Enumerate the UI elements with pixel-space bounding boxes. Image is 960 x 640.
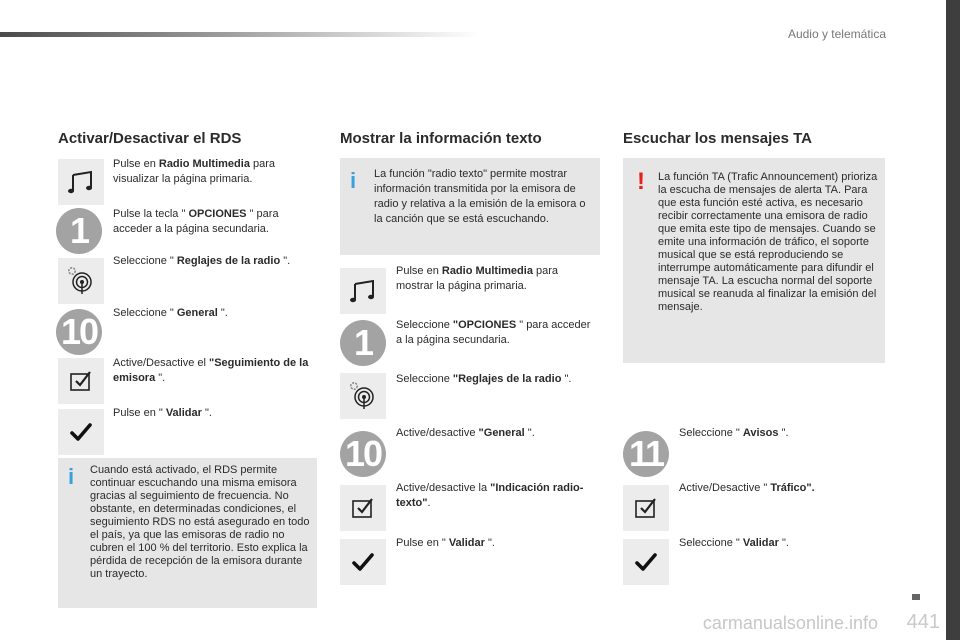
col2-title: Mostrar la información texto [340, 130, 542, 147]
radio-settings-icon [340, 373, 386, 419]
sidebar-strip [946, 0, 960, 640]
page-marker [912, 594, 920, 600]
col1-title: Activar/Desactivar el RDS [58, 130, 242, 147]
step-number-badge: 1 [340, 320, 386, 366]
warning-icon: ! [637, 168, 645, 195]
col3-warning-text: La función TA (Trafic Announcement) prioriza la escucha de mensajes de alerta TA. Para que esta función esté activa, es necesario recibir correctamente una emisora de radio que emita este tipo de mensajes. Cuando se emite una información de tráfico, el soporte musical que se está reproduciendo se interrumpe automáticamente para difundir el mensaje TA. La escucha normal del soporte musical se reanuda al finalizar la emisión del mensaje. [658, 171, 878, 313]
section-header: Audio y telemática [787, 27, 886, 41]
confirm-check-icon [623, 539, 669, 585]
col2-step6-text: Pulse en " Validar ". [396, 537, 495, 549]
col2-step1-text: Pulse en Radio Multimedia para mostrar la página primaria. [396, 265, 559, 292]
checkbox-icon [340, 485, 386, 531]
col1-step6-text: Pulse en " Validar ". [113, 407, 212, 419]
col3-title: Escuchar los mensajes TA [623, 130, 812, 147]
info-icon: i [350, 168, 357, 193]
step-number-badge: 10 [340, 431, 386, 477]
col1-step4-text: Seleccione " General ". [113, 307, 228, 319]
col1-step1-text: Pulse en Radio Multimedia para visualizar la página primaria. [113, 158, 276, 185]
watermark: carmanualsonline.info [702, 613, 878, 633]
col1-step5-text: Active/Desactive el "Seguimiento de la emisora ". [113, 357, 309, 384]
col1-info-box [58, 458, 317, 608]
col2-info-text: La función "radio texto" permite mostrar información transmitida por la emisora de radio y relativa a la emisión de la emisora o la canción que se está escuchando. [374, 168, 586, 225]
step-number-badge: 1 [56, 208, 102, 254]
radio-settings-icon [58, 258, 104, 304]
col2-step2-text: Seleccione "OPCIONES " para acceder a la página secundaria. [396, 319, 591, 346]
col2-step4-text: Active/desactive "General ". [396, 427, 535, 439]
col2-info-box [340, 158, 600, 255]
checkbox-icon [623, 485, 669, 531]
col3-step2-text: Active/Desactive " Tráfico". [679, 482, 815, 494]
step-number-badge: 11 [623, 431, 669, 477]
confirm-check-icon [340, 539, 386, 585]
col3-step1-text: Seleccione " Avisos ". [679, 427, 789, 439]
page-number: 441 [906, 611, 940, 633]
col2-step5-text: Active/desactive la "Indicación radio-texto". [396, 482, 584, 509]
music-icon [58, 159, 104, 205]
col1-step2-text: Pulse la tecla " OPCIONES " para acceder a la página secundaria. [113, 208, 279, 235]
confirm-check-icon [58, 409, 104, 455]
col3-warning-box [623, 158, 885, 363]
info-icon: i [68, 464, 75, 489]
col1-info-text: Cuando está activado, el RDS permite continuar escuchando una misma emisora gracias al seguimiento de frecuencia. No obstante, en determinadas condiciones, el seguimiento RDS no está asegurado en todo el país, ya que las emisoras de radio no cubren el 100 % del territorio. Esto explica la pérdida de recepción de la emisora durante un trayecto. [90, 464, 310, 580]
step-number-badge: 10 [56, 309, 102, 355]
col1-step3-text: Seleccione " Reglajes de la radio ". [113, 255, 291, 267]
music-icon [340, 268, 386, 314]
top-rule [0, 32, 480, 37]
checkbox-icon [58, 358, 104, 404]
col2-step3-text: Seleccione "Reglajes de la radio ". [396, 373, 572, 385]
col3-step3-text: Seleccione " Validar ". [679, 537, 789, 549]
